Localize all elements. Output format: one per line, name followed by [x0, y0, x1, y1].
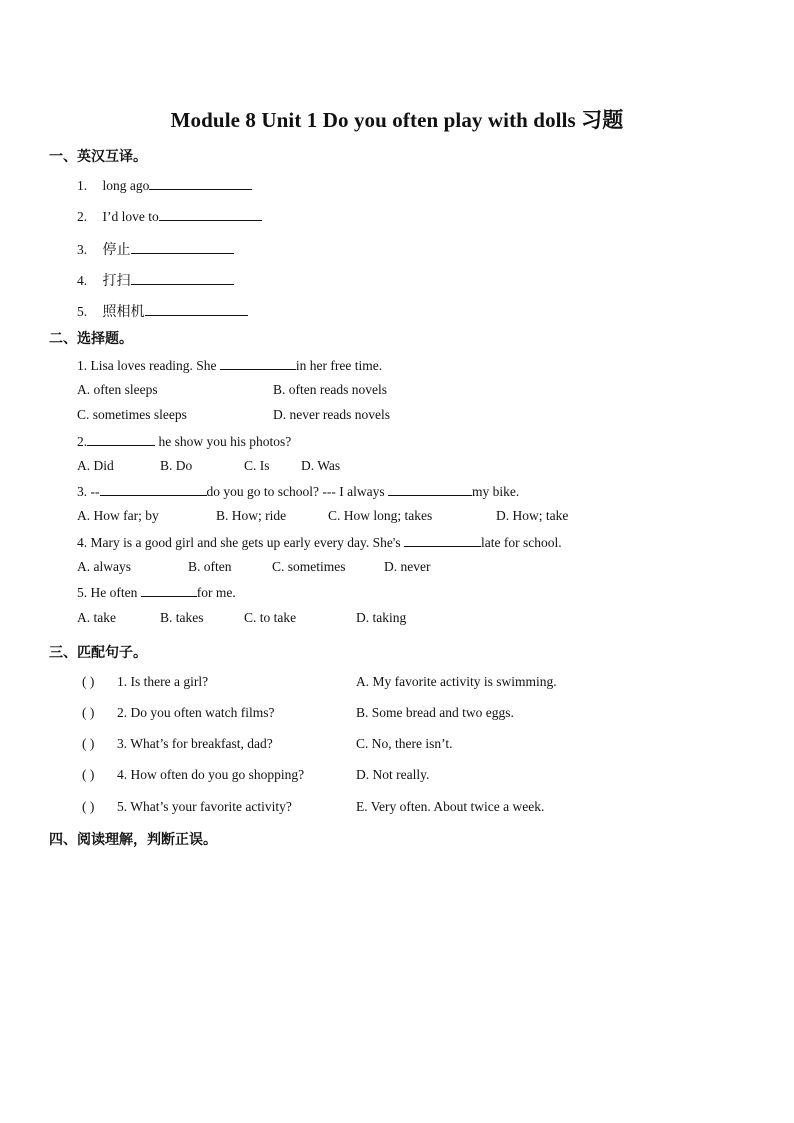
s1-item-5: [77, 301, 248, 321]
match-row-2-answer: B. Some bread and two eggs.: [356, 705, 514, 720]
page-title: Module 8 Unit 1 Do you often play with dolls 习题: [170, 108, 624, 132]
section2-heading: 二、选择题。: [49, 331, 133, 347]
match-row-2-paren[interactable]: ( ): [82, 705, 95, 720]
s1-item-1-text: long ago: [102, 178, 150, 193]
match-row-5-paren[interactable]: ( ): [82, 799, 95, 814]
match-row-1-paren[interactable]: ( ): [82, 674, 95, 689]
q2-option-a: A. Did: [77, 458, 114, 473]
q3-option-c: C. How long; takes: [328, 508, 433, 523]
q2-option-c: C. Is: [244, 458, 270, 473]
q4-stem: [77, 534, 562, 551]
s1-item-2: [77, 208, 262, 225]
q5-option-a: A. take: [77, 610, 116, 625]
q1-option-a: A. often sleeps: [77, 382, 158, 397]
s1-item-2-text: I’d love to: [102, 209, 159, 224]
s1-item-4-text: 打扫: [102, 273, 131, 289]
match-row-3-paren[interactable]: ( ): [82, 736, 95, 751]
match-row-4-paren[interactable]: ( ): [82, 767, 95, 782]
q3-text-post: my bike.: [471, 484, 520, 499]
s1-item-1-num: 1.: [77, 178, 88, 193]
q2-option-b: B. Do: [160, 458, 193, 473]
q1-stem: [77, 357, 382, 374]
q3-option-b: B. How; ride: [216, 508, 287, 523]
s1-item-2-num: 2.: [77, 209, 88, 224]
s1-item-5-blank[interactable]: [145, 303, 248, 316]
q1-blank[interactable]: [220, 357, 296, 370]
match-row-2-question: 2. Do you often watch films?: [117, 705, 275, 720]
q4-blank[interactable]: [404, 534, 481, 547]
q3-blank-1[interactable]: [100, 483, 207, 496]
section4-heading: 四、阅读理解，判断正误。: [49, 832, 217, 848]
q3-option-d: D. How; take: [496, 508, 569, 523]
q3-stem: [77, 483, 519, 500]
s1-item-2-blank[interactable]: [159, 208, 262, 221]
q2-stem: [77, 433, 291, 450]
s1-item-3-blank[interactable]: [131, 241, 234, 254]
s1-item-3-num: 3.: [77, 242, 88, 257]
s1-item-4-num: 4.: [77, 273, 88, 288]
s1-item-5-num: 5.: [77, 304, 88, 319]
s1-item-3-text: 停止: [102, 242, 131, 258]
q5-text-pre: 5. He often: [77, 585, 141, 600]
q1-option-d: D. never reads novels: [273, 407, 390, 422]
q5-option-d: D. taking: [356, 610, 407, 625]
s1-item-5-text: 照相机: [102, 304, 145, 320]
q2-text-pre: 2.: [77, 434, 88, 449]
q1-option-c: C. sometimes sleeps: [77, 407, 187, 422]
q4-text-pre: 4. Mary is a good girl and she gets up early every day. She's: [77, 535, 404, 550]
match-row-4-question: 4. How often do you go shopping?: [117, 767, 305, 782]
q4-option-c: C. sometimes: [272, 559, 346, 574]
s1-item-4: [77, 270, 234, 290]
q3-text-pre: 3. --: [77, 484, 100, 499]
q2-text-post: he show you his photos?: [155, 434, 292, 449]
section1-heading: 一、英汉互译。: [49, 149, 147, 165]
q1-text-pre: 1. Lisa loves reading. She: [77, 358, 220, 373]
q3-text-mid: do you go to school? --- I always: [206, 484, 388, 499]
match-row-1-answer: A. My favorite activity is swimming.: [356, 674, 557, 689]
q5-stem: [77, 584, 236, 601]
match-row-5-question: 5. What’s your favorite activity?: [117, 799, 292, 814]
q3-blank-2[interactable]: [388, 483, 472, 496]
q3-option-a: A. How far; by: [77, 508, 159, 523]
q4-option-d: D. never: [384, 559, 431, 574]
match-row-1-question: 1. Is there a girl?: [117, 674, 209, 689]
s1-item-1-blank[interactable]: [149, 177, 252, 190]
q5-text-post: for me.: [196, 585, 236, 600]
section3-heading: 三、匹配句子。: [49, 645, 147, 661]
q5-option-b: B. takes: [160, 610, 204, 625]
s1-item-1: [77, 177, 252, 194]
s1-item-3: [77, 239, 234, 259]
q1-option-b: B. often reads novels: [273, 382, 387, 397]
match-row-3-answer: C. No, there isn’t.: [356, 736, 453, 751]
q2-blank[interactable]: [87, 433, 155, 446]
match-row-3-question: 3. What’s for breakfast, dad?: [117, 736, 273, 751]
q4-text-post: late for school.: [480, 535, 562, 550]
q1-text-post: in her free time.: [295, 358, 383, 373]
q4-option-a: A. always: [77, 559, 131, 574]
s1-item-4-blank[interactable]: [131, 272, 234, 285]
q4-option-b: B. often: [188, 559, 232, 574]
match-row-5-answer: E. Very often. About twice a week.: [356, 799, 545, 814]
q2-option-d: D. Was: [301, 458, 341, 473]
q5-option-c: C. to take: [244, 610, 297, 625]
match-row-4-answer: D. Not really.: [356, 767, 430, 782]
q5-blank[interactable]: [141, 584, 197, 597]
